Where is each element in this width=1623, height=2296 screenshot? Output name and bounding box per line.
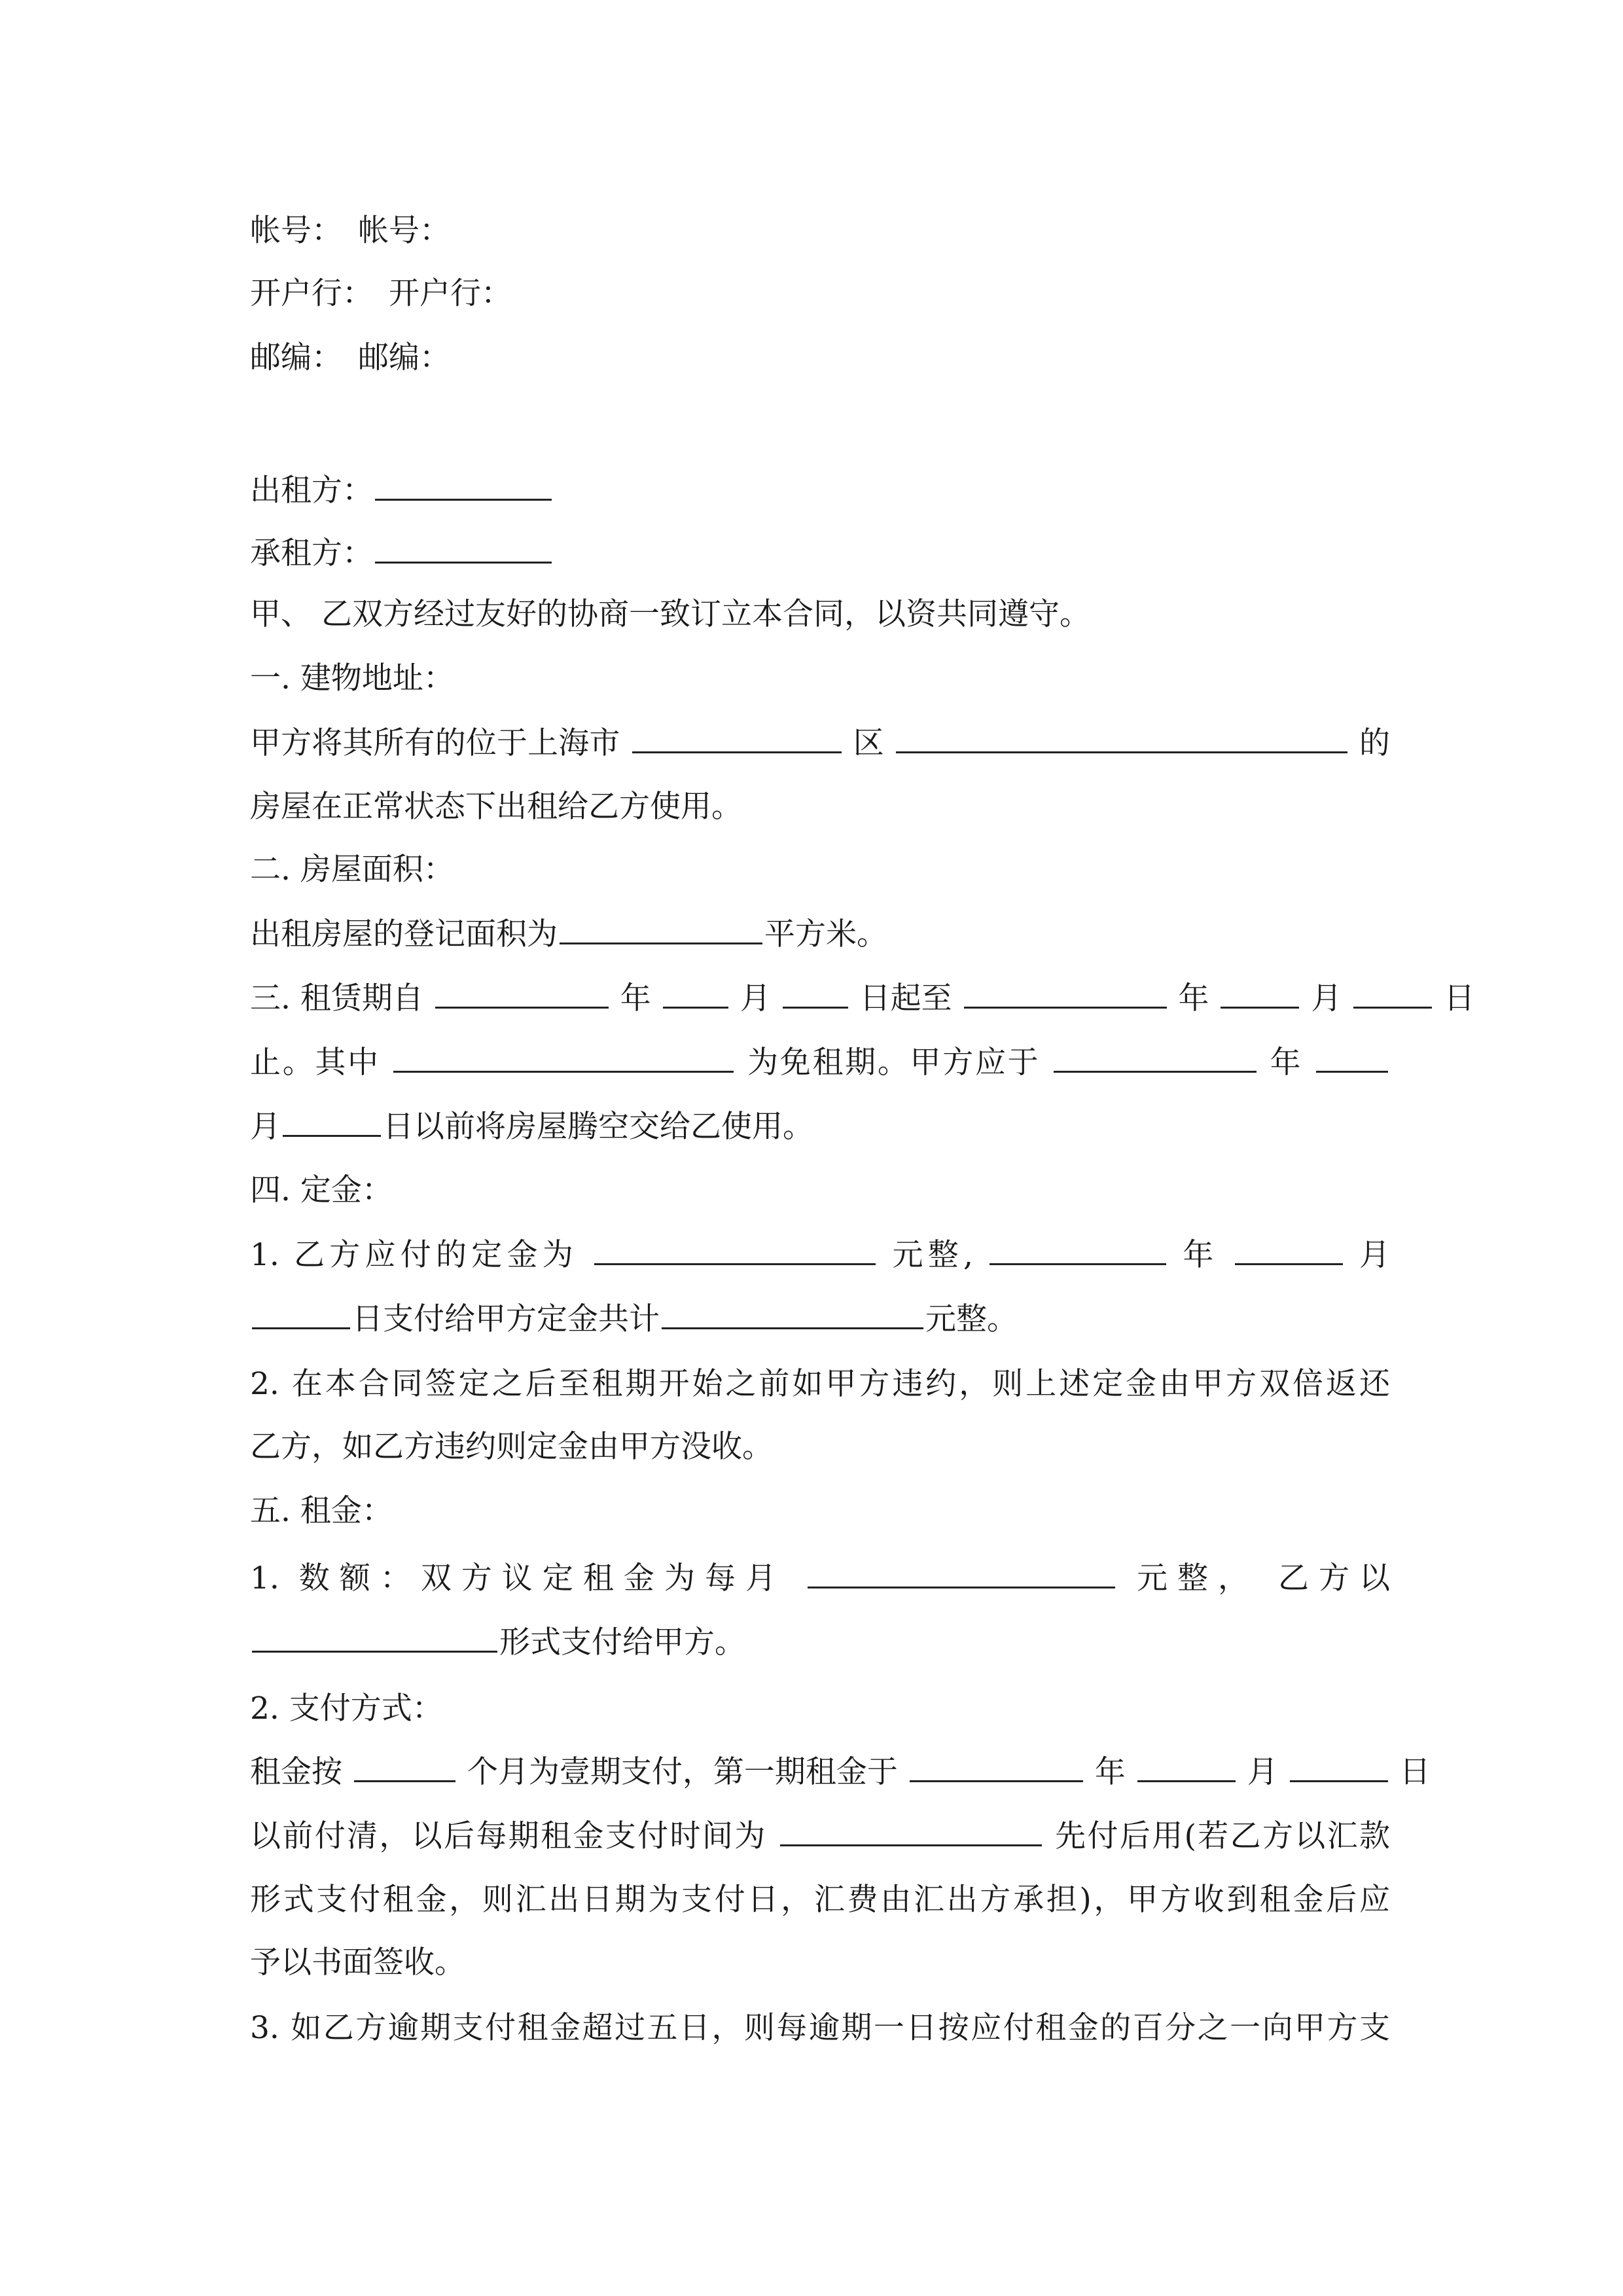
- later-payment-text: 以前付清，以后每期租金支付时间为: [250, 1818, 767, 1854]
- deposit-total-blank: [662, 1299, 923, 1329]
- address-blank: [896, 723, 1347, 753]
- bank-label-a: 开户行：: [250, 276, 373, 312]
- section-5-item-1-line-2: [250, 1622, 1390, 1663]
- free-period-blank: [393, 1042, 734, 1073]
- vacate-month-label: 月: [250, 1109, 281, 1145]
- deposit-total-unit: 元整。: [925, 1301, 1018, 1337]
- payment-form-text: 形式支付给甲方。: [499, 1624, 745, 1660]
- account-label-b: 帐号：: [358, 213, 450, 249]
- later-payment-blank: [780, 1816, 1042, 1846]
- section-1-line-2: 房屋在正常状态下出租给乙方使用。: [250, 789, 742, 825]
- first-pay-year-label: 年: [1094, 1754, 1126, 1790]
- end-day-blank: [1353, 978, 1432, 1009]
- section-4-item-1-line-2: [250, 1299, 1390, 1340]
- deposit-month-blank: [1235, 1234, 1343, 1265]
- section-3-line-1: [250, 978, 1475, 1019]
- section-4-heading: 四. 定金：: [250, 1172, 393, 1208]
- intro-line: 甲、 乙双方经过友好的协商一致订立本合同，以资共同遵守。: [250, 596, 1090, 632]
- end-day-label: 日: [1444, 980, 1475, 1016]
- lease-start-text: 三. 租赁期自: [250, 980, 423, 1016]
- start-year-label: 年: [620, 980, 651, 1016]
- section-3-line-3: [250, 1106, 1390, 1147]
- lessee-blank: [375, 533, 552, 564]
- end-month-blank: [1221, 978, 1299, 1009]
- account-label-a: 帐号：: [250, 213, 342, 249]
- first-pay-month-blank: [1137, 1751, 1236, 1782]
- vacate-month-blank: [1316, 1042, 1388, 1073]
- section-1-heading: 一. 建物地址：: [250, 660, 454, 696]
- lessee-label: 承租方：: [250, 535, 373, 571]
- free-period-text: 止。其中: [250, 1045, 380, 1081]
- deposit-month-label: 月: [1359, 1237, 1390, 1273]
- section-4-item-1-line-1: [250, 1234, 1390, 1276]
- rent-amount-text: 1. 数额：双方议定租金为每月: [250, 1560, 786, 1596]
- vacate-day-blank: [283, 1106, 381, 1137]
- start-year-blank: [435, 978, 609, 1009]
- lease-until-text: 日起至: [859, 980, 952, 1016]
- first-pay-day-label: 日: [1399, 1754, 1431, 1790]
- vacate-year-blank: [1054, 1042, 1257, 1073]
- end-month-label: 月: [1311, 980, 1342, 1016]
- section-5-item-2-line-4: 予以书面签收。: [250, 1945, 465, 1981]
- first-pay-month-label: 月: [1247, 1754, 1278, 1790]
- zip-label-a: 邮编：: [250, 340, 342, 376]
- section-3-line-2: [250, 1042, 1390, 1083]
- start-month-label: 月: [740, 980, 771, 1016]
- first-payment-text: 个月为壹期支付，第一期租金于: [467, 1754, 898, 1790]
- lessor-label: 出租方：: [250, 473, 373, 509]
- section-5-item-2-line-2: [250, 1816, 1390, 1857]
- possessive-label: 的: [1359, 725, 1390, 761]
- section-2-heading: 二. 房屋面积：: [250, 852, 454, 888]
- section-4-item-2-line-1: 2. 在本合同签定之后至租期开始之前如甲方违约，则上述定金由甲方双倍返还: [250, 1366, 1390, 1402]
- section-1-text: 甲方将其所有的位于上海市: [250, 725, 620, 761]
- end-year-label: 年: [1178, 980, 1209, 1016]
- zip-line: [250, 338, 1390, 378]
- rent-amount-blank: [808, 1558, 1115, 1588]
- section-5-item-2-line-1: [250, 1751, 1431, 1793]
- lessee-line: [250, 533, 1390, 574]
- area-blank: [560, 914, 762, 944]
- deposit-year-blank: [990, 1234, 1166, 1265]
- rent-method-text: 乙方以: [1277, 1560, 1391, 1596]
- deposit-amount-blank: [594, 1234, 876, 1265]
- deposit-text: 1. 乙方应付的定金为: [250, 1237, 579, 1273]
- first-pay-year-blank: [910, 1751, 1083, 1782]
- vacate-text: 为免租期。甲方应于: [747, 1045, 1041, 1081]
- period-months-blank: [354, 1751, 455, 1782]
- deposit-total-text: 日支付给甲方定金共计: [352, 1301, 660, 1337]
- account-line: [250, 211, 1390, 251]
- payment-form-blank: [252, 1622, 497, 1653]
- end-year-blank: [964, 978, 1167, 1009]
- area-unit: 平方米。: [764, 916, 887, 952]
- section-1-line-1: [250, 723, 1390, 764]
- lessor-blank: [375, 470, 552, 501]
- district-label: 区: [853, 725, 884, 761]
- section-2-line: [250, 914, 1390, 955]
- section-5-item-3-line-1: 3. 如乙方逾期支付租金超过五日，则每逾期一日按应付租金的百分之一向甲方支: [250, 2010, 1390, 2046]
- area-text: 出租房屋的登记面积为: [250, 916, 558, 952]
- bank-label-b: 开户行：: [389, 276, 512, 312]
- start-month-blank: [663, 978, 728, 1009]
- section-5-item-1-line-1: [250, 1558, 1390, 1599]
- district-blank: [632, 723, 842, 753]
- deposit-day-blank: [252, 1299, 350, 1329]
- deposit-unit: 元整,: [892, 1237, 973, 1273]
- section-5-item-2-line-3: 形式支付租金，则汇出日期为支付日，汇费由汇出方承担)，甲方收到租金后应: [250, 1882, 1390, 1918]
- deposit-year-label: 年: [1183, 1237, 1219, 1273]
- vacate-day-text: 日以前将房屋腾空交给乙使用。: [383, 1109, 813, 1145]
- start-day-blank: [783, 978, 848, 1009]
- bank-line: [250, 274, 1390, 314]
- zip-label-b: 邮编：: [358, 340, 450, 376]
- section-5-item-2-heading: 2. 支付方式：: [250, 1691, 443, 1727]
- section-4-item-2-line-2: 乙方，如乙方违约则定金由甲方没收。: [250, 1429, 773, 1465]
- rent-unit: 元整，: [1136, 1560, 1258, 1596]
- rent-period-text: 租金按: [250, 1754, 342, 1790]
- prepay-text: 先付后用(若乙方以汇款: [1055, 1818, 1390, 1854]
- section-5-heading: 五. 租金：: [250, 1493, 393, 1529]
- lessor-line: [250, 470, 1390, 511]
- vacate-year-label: 年: [1270, 1045, 1303, 1081]
- first-pay-day-blank: [1290, 1751, 1388, 1782]
